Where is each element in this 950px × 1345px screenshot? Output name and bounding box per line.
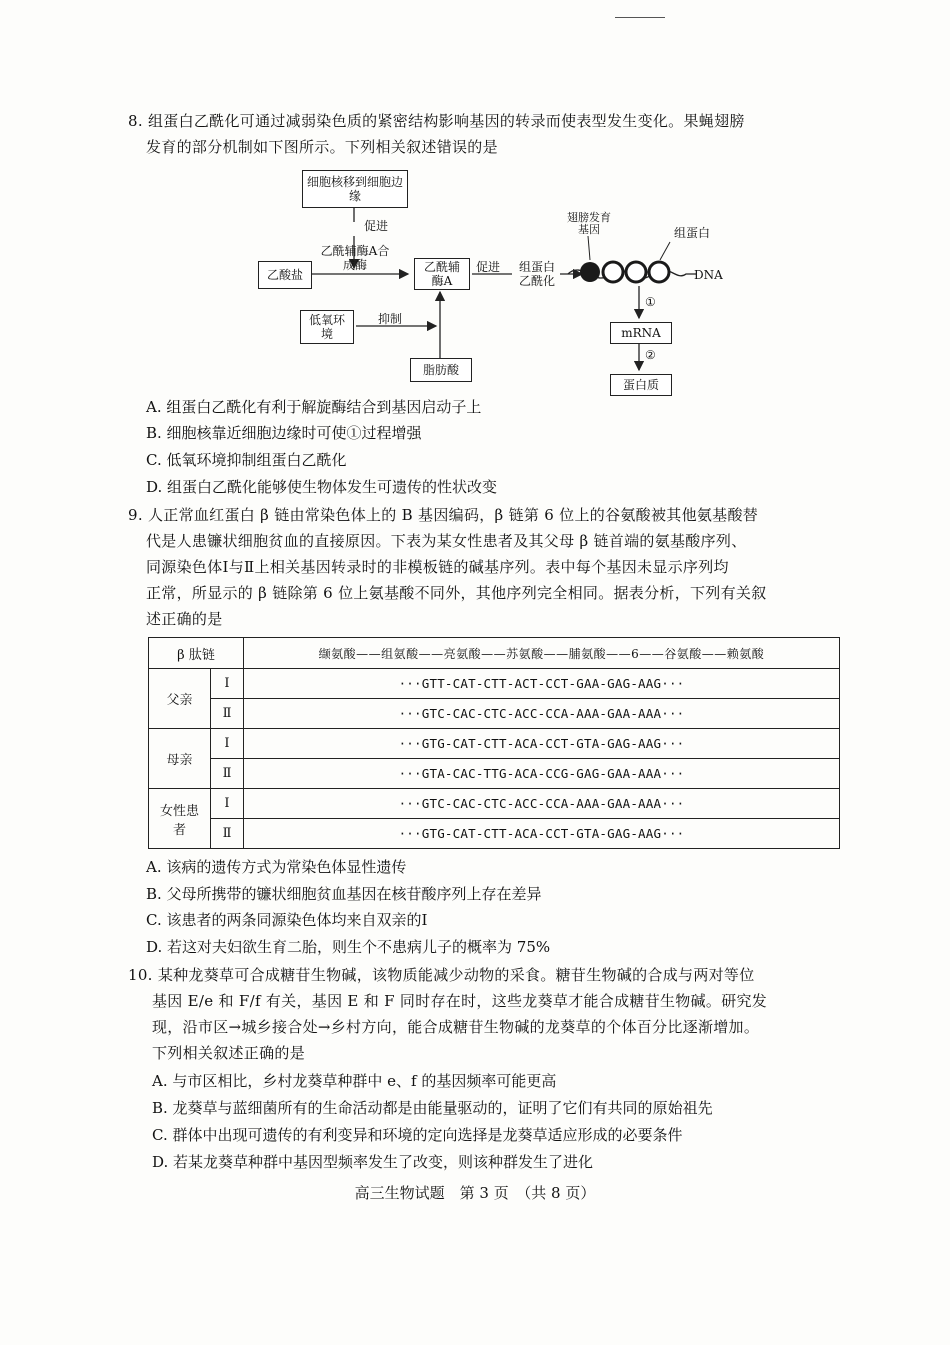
base-sequence: ···GTG-CAT-CTT-ACA-CCT-GTA-GAG-AAG··· <box>244 819 840 849</box>
label-histone: 组蛋白 <box>674 226 711 240</box>
q8-option-a: A. 组蛋白乙酰化有利于解旋酶结合到基因启动子上 <box>146 398 482 416</box>
top-edge-line <box>615 17 665 18</box>
row-name-mother: 母亲 <box>149 729 211 789</box>
q9-option-b: B. 父母所携带的镰状细胞贫血基因在核苷酸序列上存在差异 <box>146 885 542 903</box>
q9-stem <box>128 502 767 632</box>
q10-option-b: B. 龙葵草与蓝细菌所有的生命活动都是由能量驱动的，证明了它们有共同的原始祖先 <box>152 1099 713 1117</box>
box-nucleus: 细胞核移到细胞边缘 <box>302 170 408 208</box>
table-row <box>149 789 840 819</box>
label-histone-acetylation: 组蛋白乙酰化 <box>518 260 555 288</box>
page-footer: 高三生物试题 第 3 页 （共 8 页） <box>354 1184 596 1202</box>
label-enzyme: 乙酰辅酶A合成酶 <box>320 244 390 272</box>
chrom-label: Ⅰ <box>211 789 244 819</box>
pointer-histone <box>660 242 670 260</box>
label-inhibit: 抑制 <box>378 312 403 326</box>
q9-stem-line: 代是人患镰状细胞贫血的直接原因。下表为某女性患者及其父母 β 链首端的氨基酸序列、 <box>146 532 747 550</box>
table-row <box>149 819 840 849</box>
table-header-row <box>149 638 840 669</box>
q8-diagram <box>250 164 730 400</box>
nucleosome <box>626 262 646 282</box>
label-promote-mid: 促进 <box>476 260 501 274</box>
box-acetate: 乙酸盐 <box>258 261 312 289</box>
q8-option-b: B. 细胞核靠近细胞边缘时可使①过程增强 <box>146 424 422 442</box>
box-acetylcoa: 乙酰辅酶A <box>414 258 470 290</box>
chrom-label: Ⅰ <box>211 669 244 699</box>
nucleosome <box>603 262 623 282</box>
q8-option-c: C. 低氧环境抑制组蛋白乙酰化 <box>146 451 347 469</box>
q8-option-d: D. 组蛋白乙酰化能够使生物体发生可遗传的性状改变 <box>146 478 498 496</box>
nucleosome <box>649 262 669 282</box>
chrom-label: Ⅱ <box>211 699 244 729</box>
q9-option-a: A. 该病的遗传方式为常染色体显性遗传 <box>146 858 407 876</box>
base-sequence: ···GTC-CAC-CTC-ACC-CCA-AAA-GAA-AAA··· <box>244 789 840 819</box>
q9-stem-line: 9. 人正常血红蛋白 β 链由常染色体上的 B 基因编码，β 链第 6 位上的谷氨酸被其他氨基酸替 <box>128 506 759 524</box>
label-promote-top: 促进 <box>364 219 389 233</box>
box-fatty-acid: 脂肪酸 <box>410 358 472 382</box>
q8-stem-line: 8. 组蛋白乙酰化可通过减弱染色质的紧密结构影响基因的转录而使表型发生变化。果蝇翅膀 <box>128 112 745 130</box>
box-protein: 蛋白质 <box>610 374 672 396</box>
table-row <box>149 729 840 759</box>
q10-option-a: A. 与市区相比，乡村龙葵草种群中 e、f 的基因频率可能更高 <box>152 1072 557 1090</box>
row-name-father: 父亲 <box>149 669 211 729</box>
box-mrna: mRNA <box>610 322 672 344</box>
q9-stem-line: 正常，所显示的 β 链除第 6 位上氨基酸不同外，其他序列完全相同。据表分析，下列有关叙 <box>146 584 767 602</box>
q9-option-d: D. 若这对夫妇欲生育二胎，则生个不患病儿子的概率为 75% <box>146 938 551 956</box>
q10-stem-line: 下列相关叙述正确的是 <box>152 1044 306 1062</box>
table-header-label: β 肽链 <box>149 638 244 669</box>
base-sequence: ···GTG-CAT-CTT-ACA-CCT-GTA-GAG-AAG··· <box>244 729 840 759</box>
q9-stem-line: 同源染色体Ⅰ与Ⅱ上相关基因转录时的非模板链的碱基序列。表中每个基因未显示序列均 <box>146 558 729 576</box>
chrom-label: Ⅱ <box>211 819 244 849</box>
label-dna: DNA <box>694 268 723 282</box>
base-sequence: ···GTC-CAC-CTC-ACC-CCA-AAA-GAA-AAA··· <box>244 699 840 729</box>
q8-stem-line: 发育的部分机制如下图所示。下列相关叙述错误的是 <box>146 138 498 156</box>
table-row <box>149 669 840 699</box>
q9-stem-line: 述正确的是 <box>146 610 223 628</box>
table-row <box>149 759 840 789</box>
q10-option-c: C. 群体中出现可遗传的有利变异和环境的定向选择是龙葵草适应形成的必要条件 <box>152 1126 683 1144</box>
q9-table <box>148 637 840 849</box>
label-step1: ① <box>645 295 656 309</box>
base-sequence: ···GTA-CAC-TTG-ACA-CCG-GAG-GAA-AAA··· <box>244 759 840 789</box>
q10-stem <box>128 962 767 1066</box>
box-hypoxia: 低氧环境 <box>300 310 354 344</box>
q10-stem-line: 现，沿市区→城乡接合处→乡村方向，能合成糖苷生物碱的龙葵草的个体百分比逐渐增加。 <box>152 1018 760 1036</box>
label-wing-gene: 翅膀发育基因 <box>567 211 611 236</box>
q10-option-d: D. 若某龙葵草种群中基因型频率发生了改变，则该种群发生了进化 <box>152 1153 594 1171</box>
nucleosome <box>580 262 600 282</box>
pointer-wing-gene <box>588 236 590 260</box>
label-step2: ② <box>645 348 656 362</box>
q9-option-c: C. 该患者的两条同源染色体均来自双亲的Ⅰ <box>146 911 428 929</box>
row-name-patient: 女性患者 <box>149 789 211 849</box>
q10-stem-line: 10. 某种龙葵草可合成糖苷生物碱，该物质能减少动物的采食。糖苷生物碱的合成与两对等位 <box>128 966 755 984</box>
q8-stem <box>128 108 745 160</box>
chrom-label: Ⅱ <box>211 759 244 789</box>
base-sequence: ···GTT-CAT-CTT-ACT-CCT-GAA-GAG-AAG··· <box>244 669 840 699</box>
table-row <box>149 699 840 729</box>
chrom-label: Ⅰ <box>211 729 244 759</box>
table-header-sequence: 缬氨酸——组氨酸——亮氨酸——苏氨酸——脯氨酸——6——谷氨酸——赖氨酸 <box>244 638 840 669</box>
q10-stem-line: 基因 E/e 和 F/f 有关，基因 E 和 F 同时存在时，这些龙葵草才能合成糖苷生物碱。研究发 <box>152 992 768 1010</box>
